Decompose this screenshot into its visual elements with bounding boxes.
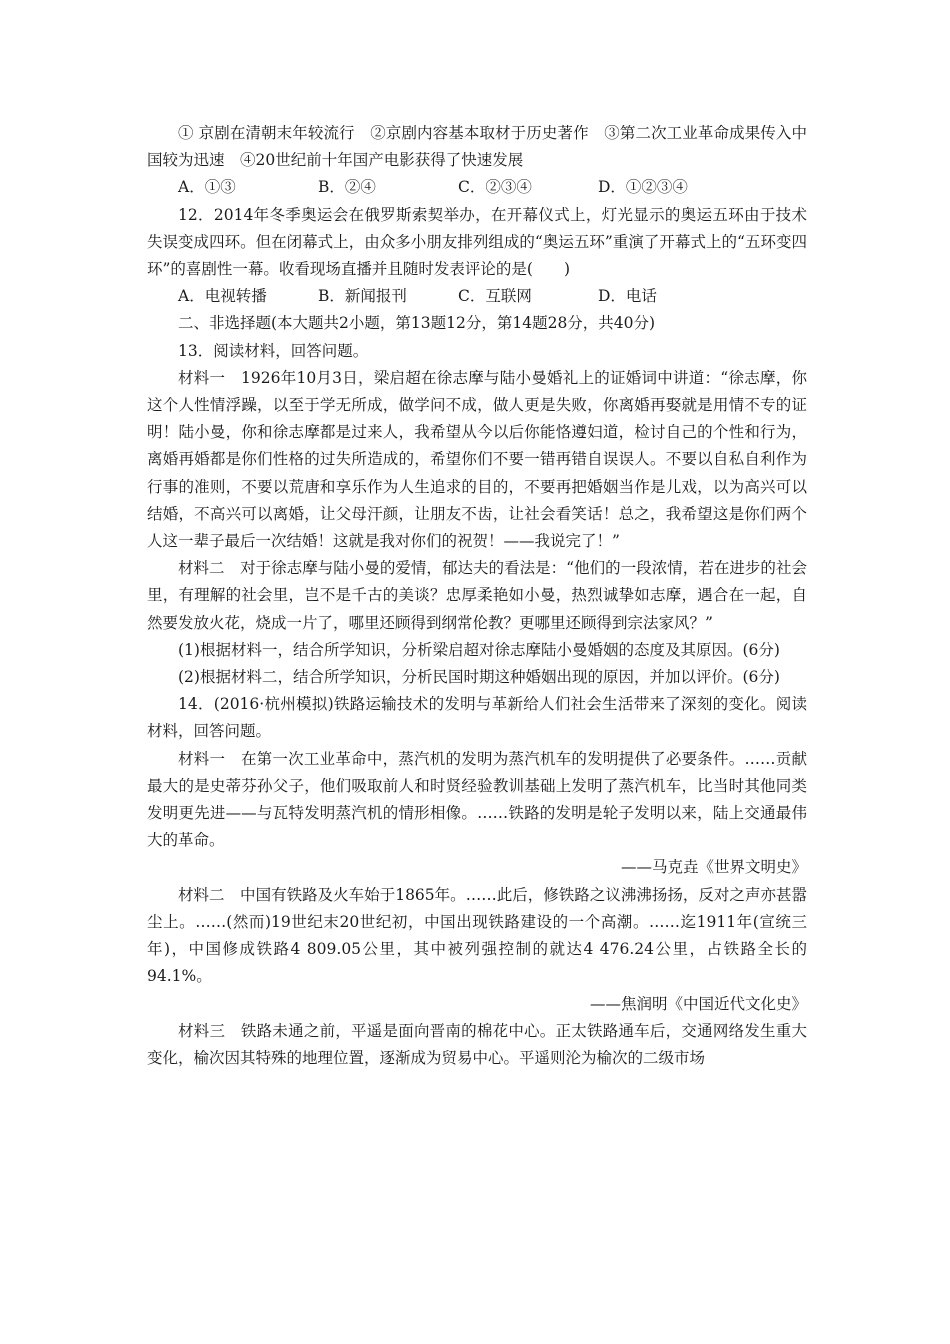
q13-subquestion-1: (1)根据材料一，结合所学知识，分析梁启超对徐志摩陆小曼婚姻的态度及其原因。(6分) (178, 640, 780, 659)
q13-subquestion-2: (2)根据材料二，结合所学知识，分析民国时期这种婚姻出现的原因，并加以评价。(6分) (178, 668, 780, 687)
q12-option-c: C．互联网 (458, 287, 532, 306)
q14-material-1-source: ——马克垚《世界文明史》 (620, 858, 807, 877)
q12-options (147, 283, 807, 310)
q11-option-d: D．①②③④ (598, 178, 688, 197)
q12-stem: 12．2014年冬季奥运会在俄罗斯索契举办，在开幕仪式上，灯光显示的奥运五环由于技术失误变成四环。但在闭幕式上，由众多小朋友排列组成的“奥运五环”重演了开幕式上的“五环变四环”的喜剧性一幕。收看现场直播并且随时发表评论的是( ) (147, 205, 807, 279)
q11-options (147, 174, 807, 201)
q11-option-b: B．②④ (318, 178, 376, 197)
q13-material-1: 材料一 1926年10月3日，梁启超在徐志摩与陆小曼婚礼上的证婚词中讲道：“徐志摩，你这个人性情浮躁，以至于学无所成，做学问不成，做人更是失败，你离婚再娶就是用情不专的证明！陆小曼，你和徐志摩都是过来人，我希望从今以后你能恪遵妇道，检讨自己的个性和行为，离婚再婚都是你们性格的过失所造成的，希望你们不要一错再错自误误人。不要以自私自利作为行事的准则，不要以荒唐和享乐作为人生追求的目的，不要再把婚姻当作是儿戏，以为高兴可以结婚，不高兴可以离婚，让父母汗颜，让朋友不齿，让社会看笑话！总之，我希望这是你们两个人这一辈子最后一次结婚！这就是我对你们的祝贺！——我说完了！” (147, 368, 807, 551)
q14-stem: 14．(2016·杭州模拟)铁路运输技术的发明与革新给人们社会生活带来了深刻的变化。阅读材料，回答问题。 (147, 695, 807, 741)
q12-option-b: B．新闻报刊 (318, 287, 407, 306)
q14-material-2: 材料二 中国有铁路及火车始于1865年。……此后，修铁路之议沸沸扬扬，反对之声亦甚嚣尘上。……(然而)19世纪末20世纪初，中国出现铁路建设的一个高潮。……迄1911年(宣统三年)，中国修成铁路4 809.05公里，其中被列强控制的就达4 476.24公里，占铁路全长的94.1%。 (147, 885, 807, 986)
section-heading: 二、非选择题(本大题共2小题，第13题12分，第14题28分，共40分) (178, 314, 656, 333)
q14-material-1: 材料一 在第一次工业革命中，蒸汽机的发明为蒸汽机车的发明提供了必要条件。……贡献最大的是史蒂芬孙父子，他们吸取前人和时贤经验教训基础上发明了蒸汽机车，比当时其他同类发明更先进——与瓦特发明蒸汽机的情形相像。……铁路的发明是轮子发明以来，陆上交通最伟大的革命。 (147, 749, 807, 850)
q11-option-c: C．②③④ (458, 178, 532, 197)
q11-option-a: A．①③ (178, 178, 236, 197)
q12-option-d: D．电话 (598, 287, 657, 306)
q14-material-3: 材料三 铁路未通之前，平遥是面向晋南的棉花中心。正太铁路通车后，交通网络发生重大变化，榆次因其特殊的地理位置，逐渐成为贸易中心。平遥则沦为榆次的二级市场 (147, 1021, 807, 1067)
q14-material-2-source: ——焦润明《中国近代文化史》 (589, 994, 807, 1013)
q13-material-2: 材料二 对于徐志摩与陆小曼的爱情，郁达夫的看法是：“他们的一段浓情，若在进步的社会里，有理解的社会里，岂不是千古的美谈？忠厚柔艳如小曼，热烈诚挚如志摩，遇合在一起，自然要发放火花，烧成一片了，哪里还顾得到纲常伦教？更哪里还顾得到宗法家风？” (147, 559, 807, 632)
q13-stem: 13．阅读材料，回答问题。 (178, 341, 369, 360)
q12-option-a: A．电视转播 (178, 287, 267, 306)
document-body (147, 120, 807, 1072)
q11-statements: ① 京剧在清朝末年较流行 ②京剧内容基本取材于历史著作 ③第二次工业革命成果传入中国较为迅速 ④20世纪前十年国产电影获得了快速发展 (147, 124, 807, 170)
